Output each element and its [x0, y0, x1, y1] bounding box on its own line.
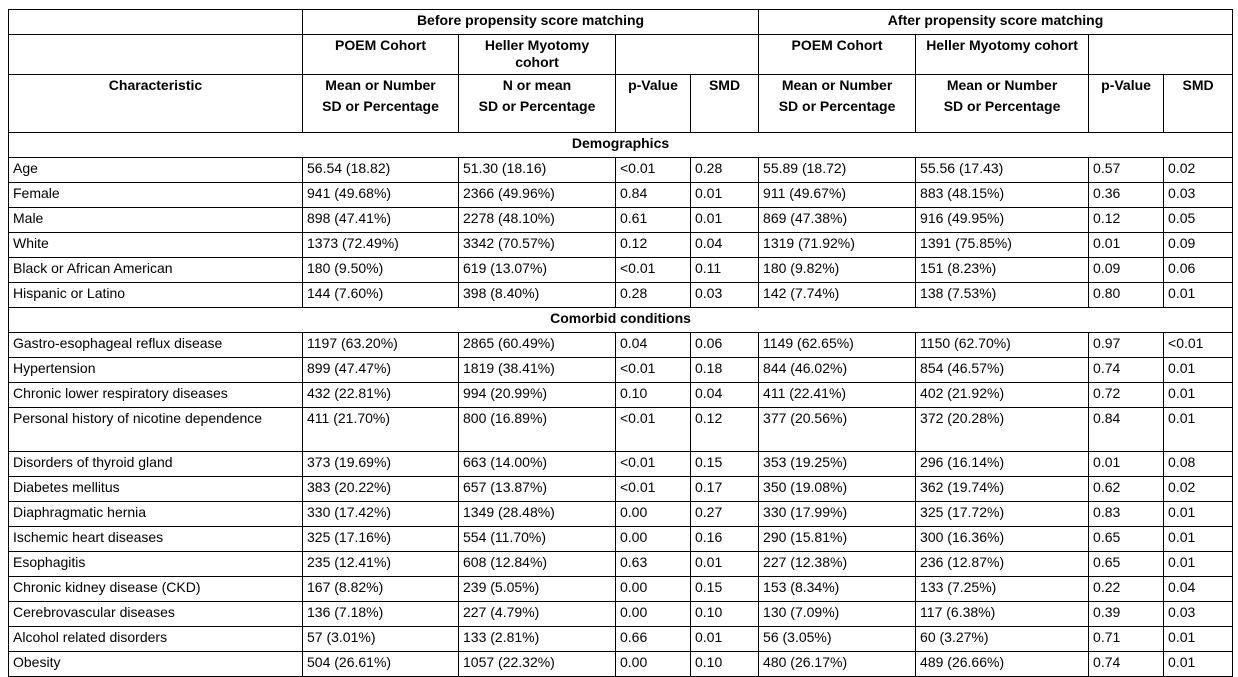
p-value-before-cell: 0.00: [616, 577, 691, 602]
poem-before-cell: 411 (21.70%): [303, 408, 459, 452]
table-row: [9, 527, 1233, 552]
heller-after-cell: 55.56 (17.43): [916, 158, 1089, 183]
poem-before-cell: 235 (12.41%): [303, 552, 459, 577]
table-row: [9, 452, 1233, 477]
heller-after-cell: 362 (19.74%): [916, 477, 1089, 502]
poem-before-cell: 432 (22.81%): [303, 383, 459, 408]
p-value-after-cell: 0.62: [1089, 477, 1164, 502]
table-row: [9, 233, 1233, 258]
header-smd-before: SMD: [691, 75, 759, 133]
poem-before-cell: 1373 (72.49%): [303, 233, 459, 258]
characteristic-cell: Male: [9, 208, 303, 233]
poem-after-cell: 480 (26.17%): [759, 652, 916, 677]
poem-before-cell: 325 (17.16%): [303, 527, 459, 552]
p-value-after-cell: 0.80: [1089, 283, 1164, 308]
heller-after-cell: 151 (8.23%): [916, 258, 1089, 283]
characteristic-cell: Diabetes mellitus: [9, 477, 303, 502]
header-row-groups: [9, 10, 1233, 35]
heller-before-cell: 2865 (60.49%): [459, 333, 616, 358]
header-row-cohorts: [9, 35, 1233, 75]
poem-after-cell: 377 (20.56%): [759, 408, 916, 452]
smd-after-cell: 0.09: [1164, 233, 1233, 258]
table-row: [9, 577, 1233, 602]
header-line-1: N or mean: [502, 77, 572, 93]
heller-after-cell: 300 (16.36%): [916, 527, 1089, 552]
heller-before-cell: 133 (2.81%): [459, 627, 616, 652]
header-line-2: SD or Percentage: [778, 98, 896, 114]
poem-before-cell: 383 (20.22%): [303, 477, 459, 502]
section-title: Demographics: [9, 133, 1233, 158]
heller-before-cell: 2366 (49.96%): [459, 183, 616, 208]
heller-before-cell: 51.30 (18.16): [459, 158, 616, 183]
heller-after-cell: 296 (16.14%): [916, 452, 1089, 477]
poem-before-cell: 136 (7.18%): [303, 602, 459, 627]
p-value-after-cell: 0.71: [1089, 627, 1164, 652]
smd-after-cell: 0.01: [1164, 627, 1233, 652]
p-value-after-cell: 0.84: [1089, 408, 1164, 452]
p-value-before-cell: <0.01: [616, 452, 691, 477]
p-value-before-cell: <0.01: [616, 408, 691, 452]
smd-after-cell: 0.05: [1164, 208, 1233, 233]
poem-before-cell: 1197 (63.20%): [303, 333, 459, 358]
heller-after-cell: 133 (7.25%): [916, 577, 1089, 602]
p-value-before-cell: 0.04: [616, 333, 691, 358]
header-line-1: Mean or Number: [946, 77, 1058, 93]
p-value-after-cell: 0.01: [1089, 452, 1164, 477]
heller-after-cell: 372 (20.28%): [916, 408, 1089, 452]
heller-after-cell: 402 (21.92%): [916, 383, 1089, 408]
p-value-before-cell: <0.01: [616, 477, 691, 502]
smd-before-cell: 0.01: [691, 627, 759, 652]
table-row: [9, 158, 1233, 183]
poem-after-cell: 290 (15.81%): [759, 527, 916, 552]
poem-before-cell: 373 (19.69%): [303, 452, 459, 477]
smd-before-cell: 0.01: [691, 183, 759, 208]
characteristic-cell: Hypertension: [9, 358, 303, 383]
smd-before-cell: 0.28: [691, 158, 759, 183]
table-row: [9, 208, 1233, 233]
table-row: [9, 477, 1233, 502]
poem-after-cell: 153 (8.34%): [759, 577, 916, 602]
section-demographics: [9, 133, 1233, 158]
table-row: [9, 258, 1233, 283]
smd-before-cell: 0.04: [691, 383, 759, 408]
characteristic-cell: Diaphragmatic hernia: [9, 502, 303, 527]
section-title: Comorbid conditions: [9, 308, 1233, 333]
poem-before-cell: 144 (7.60%): [303, 283, 459, 308]
smd-after-cell: <0.01: [1164, 333, 1233, 358]
p-value-after-cell: 0.97: [1089, 333, 1164, 358]
p-value-after-cell: 0.74: [1089, 358, 1164, 383]
table-row: [9, 502, 1233, 527]
baseline-characteristics-table: [8, 9, 1233, 677]
table-row: [9, 602, 1233, 627]
smd-after-cell: 0.06: [1164, 258, 1233, 283]
header-empty-cell: [9, 35, 303, 75]
header-line-2: SD or Percentage: [943, 98, 1061, 114]
heller-after-cell: 1150 (62.70%): [916, 333, 1089, 358]
p-value-after-cell: 0.01: [1089, 233, 1164, 258]
smd-before-cell: 0.10: [691, 652, 759, 677]
poem-after-cell: 1149 (62.65%): [759, 333, 916, 358]
heller-before-cell: 1057 (22.32%): [459, 652, 616, 677]
heller-before-cell: 2278 (48.10%): [459, 208, 616, 233]
characteristic-cell: Cerebrovascular diseases: [9, 602, 303, 627]
poem-before-cell: 898 (47.41%): [303, 208, 459, 233]
heller-after-cell: 916 (49.95%): [916, 208, 1089, 233]
smd-after-cell: 0.03: [1164, 183, 1233, 208]
table-row: [9, 358, 1233, 383]
poem-after-cell: 56 (3.05%): [759, 627, 916, 652]
header-row-columns: [9, 75, 1233, 133]
header-line-1: Mean or Number: [781, 77, 893, 93]
heller-before-cell: 1819 (38.41%): [459, 358, 616, 383]
table-row: [9, 333, 1233, 358]
p-value-after-cell: 0.72: [1089, 383, 1164, 408]
header-empty-cell: [616, 35, 759, 75]
poem-after-cell: 142 (7.74%): [759, 283, 916, 308]
header-empty-cell: [1089, 35, 1233, 75]
heller-before-cell: 657 (13.87%): [459, 477, 616, 502]
heller-before-cell: 608 (12.84%): [459, 552, 616, 577]
smd-after-cell: 0.01: [1164, 358, 1233, 383]
p-value-after-cell: 0.22: [1089, 577, 1164, 602]
header-heller-before-stats: [459, 75, 616, 133]
heller-after-cell: 489 (26.66%): [916, 652, 1089, 677]
poem-after-cell: 55.89 (18.72): [759, 158, 916, 183]
header-heller-after-stats: [916, 75, 1089, 133]
poem-before-cell: 56.54 (18.82): [303, 158, 459, 183]
header-heller-after: Heller Myotomy cohort: [916, 35, 1089, 75]
characteristic-cell: White: [9, 233, 303, 258]
smd-after-cell: 0.03: [1164, 602, 1233, 627]
poem-after-cell: 180 (9.82%): [759, 258, 916, 283]
characteristic-cell: Chronic lower respiratory diseases: [9, 383, 303, 408]
p-value-before-cell: 0.28: [616, 283, 691, 308]
characteristic-cell: Black or African American: [9, 258, 303, 283]
poem-after-cell: 411 (22.41%): [759, 383, 916, 408]
smd-after-cell: 0.01: [1164, 408, 1233, 452]
heller-before-cell: 554 (11.70%): [459, 527, 616, 552]
smd-after-cell: 0.01: [1164, 502, 1233, 527]
heller-before-cell: 1349 (28.48%): [459, 502, 616, 527]
p-value-before-cell: <0.01: [616, 158, 691, 183]
header-smd-after: SMD: [1164, 75, 1233, 133]
header-after-matching: After propensity score matching: [759, 10, 1233, 35]
smd-before-cell: 0.11: [691, 258, 759, 283]
smd-before-cell: 0.17: [691, 477, 759, 502]
p-value-before-cell: 0.00: [616, 602, 691, 627]
heller-before-cell: 663 (14.00%): [459, 452, 616, 477]
heller-after-cell: 854 (46.57%): [916, 358, 1089, 383]
heller-before-cell: 994 (20.99%): [459, 383, 616, 408]
smd-before-cell: 0.06: [691, 333, 759, 358]
smd-after-cell: 0.04: [1164, 577, 1233, 602]
smd-after-cell: 0.01: [1164, 552, 1233, 577]
poem-after-cell: 353 (19.25%): [759, 452, 916, 477]
poem-after-cell: 911 (49.67%): [759, 183, 916, 208]
heller-before-cell: 398 (8.40%): [459, 283, 616, 308]
p-value-before-cell: 0.61: [616, 208, 691, 233]
smd-after-cell: 0.02: [1164, 477, 1233, 502]
poem-after-cell: 1319 (71.92%): [759, 233, 916, 258]
p-value-before-cell: 0.66: [616, 627, 691, 652]
header-poem-before-stats: [303, 75, 459, 133]
heller-before-cell: 3342 (70.57%): [459, 233, 616, 258]
characteristic-cell: Female: [9, 183, 303, 208]
p-value-after-cell: 0.09: [1089, 258, 1164, 283]
header-poem-before: POEM Cohort: [303, 35, 459, 75]
poem-after-cell: 869 (47.38%): [759, 208, 916, 233]
smd-after-cell: 0.02: [1164, 158, 1233, 183]
characteristic-cell: Esophagitis: [9, 552, 303, 577]
table-row: [9, 552, 1233, 577]
characteristic-cell: Ischemic heart diseases: [9, 527, 303, 552]
section-comorbid-conditions: [9, 308, 1233, 333]
smd-after-cell: 0.01: [1164, 652, 1233, 677]
smd-before-cell: 0.15: [691, 577, 759, 602]
heller-after-cell: 1391 (75.85%): [916, 233, 1089, 258]
p-value-after-cell: 0.65: [1089, 527, 1164, 552]
poem-before-cell: 330 (17.42%): [303, 502, 459, 527]
p-value-after-cell: 0.74: [1089, 652, 1164, 677]
smd-before-cell: 0.27: [691, 502, 759, 527]
poem-after-cell: 330 (17.99%): [759, 502, 916, 527]
smd-after-cell: 0.01: [1164, 527, 1233, 552]
smd-before-cell: 0.12: [691, 408, 759, 452]
header-characteristic: Characteristic: [9, 75, 303, 133]
header-poem-after-stats: [759, 75, 916, 133]
heller-after-cell: 60 (3.27%): [916, 627, 1089, 652]
poem-after-cell: 844 (46.02%): [759, 358, 916, 383]
characteristic-cell: Age: [9, 158, 303, 183]
p-value-before-cell: <0.01: [616, 358, 691, 383]
p-value-before-cell: 0.84: [616, 183, 691, 208]
heller-before-cell: 619 (13.07%): [459, 258, 616, 283]
smd-before-cell: 0.04: [691, 233, 759, 258]
table-row: [9, 383, 1233, 408]
p-value-before-cell: <0.01: [616, 258, 691, 283]
table-row: [9, 183, 1233, 208]
table-row: [9, 283, 1233, 308]
smd-after-cell: 0.01: [1164, 283, 1233, 308]
header-empty-cell: [9, 10, 303, 35]
heller-after-cell: 325 (17.72%): [916, 502, 1089, 527]
p-value-before-cell: 0.00: [616, 502, 691, 527]
smd-after-cell: 0.01: [1164, 383, 1233, 408]
characteristic-cell: Chronic kidney disease (CKD): [9, 577, 303, 602]
smd-before-cell: 0.10: [691, 602, 759, 627]
poem-before-cell: 167 (8.82%): [303, 577, 459, 602]
smd-after-cell: 0.08: [1164, 452, 1233, 477]
poem-before-cell: 941 (49.68%): [303, 183, 459, 208]
header-line-2: SD or Percentage: [322, 98, 439, 114]
p-value-before-cell: 0.10: [616, 383, 691, 408]
p-value-before-cell: 0.12: [616, 233, 691, 258]
heller-after-cell: 117 (6.38%): [916, 602, 1089, 627]
poem-before-cell: 899 (47.47%): [303, 358, 459, 383]
smd-before-cell: 0.15: [691, 452, 759, 477]
header-before-matching: Before propensity score matching: [303, 10, 759, 35]
poem-after-cell: 350 (19.08%): [759, 477, 916, 502]
characteristic-cell: Personal history of nicotine dependence: [9, 408, 303, 452]
p-value-after-cell: 0.57: [1089, 158, 1164, 183]
header-line-1: Mean or Number: [325, 77, 436, 93]
header-poem-after: POEM Cohort: [759, 35, 916, 75]
characteristic-cell: Hispanic or Latino: [9, 283, 303, 308]
poem-before-cell: 57 (3.01%): [303, 627, 459, 652]
p-value-before-cell: 0.00: [616, 652, 691, 677]
smd-before-cell: 0.16: [691, 527, 759, 552]
poem-before-cell: 504 (26.61%): [303, 652, 459, 677]
header-heller-before: Heller Myotomy cohort: [459, 35, 616, 75]
characteristic-cell: Disorders of thyroid gland: [9, 452, 303, 477]
header-p-value-before: p-Value: [616, 75, 691, 133]
header-p-value-after: p-Value: [1089, 75, 1164, 133]
p-value-before-cell: 0.63: [616, 552, 691, 577]
smd-before-cell: 0.01: [691, 552, 759, 577]
characteristic-cell: Gastro-esophageal reflux disease: [9, 333, 303, 358]
poem-after-cell: 227 (12.38%): [759, 552, 916, 577]
p-value-before-cell: 0.00: [616, 527, 691, 552]
heller-after-cell: 236 (12.87%): [916, 552, 1089, 577]
p-value-after-cell: 0.65: [1089, 552, 1164, 577]
p-value-after-cell: 0.39: [1089, 602, 1164, 627]
heller-after-cell: 138 (7.53%): [916, 283, 1089, 308]
characteristic-cell: Alcohol related disorders: [9, 627, 303, 652]
heller-before-cell: 227 (4.79%): [459, 602, 616, 627]
heller-after-cell: 883 (48.15%): [916, 183, 1089, 208]
table-row: [9, 627, 1233, 652]
table-row: [9, 408, 1233, 452]
p-value-after-cell: 0.12: [1089, 208, 1164, 233]
smd-before-cell: 0.03: [691, 283, 759, 308]
poem-after-cell: 130 (7.09%): [759, 602, 916, 627]
smd-before-cell: 0.01: [691, 208, 759, 233]
heller-before-cell: 239 (5.05%): [459, 577, 616, 602]
heller-before-cell: 800 (16.89%): [459, 408, 616, 452]
characteristic-cell: Obesity: [9, 652, 303, 677]
header-line-2: SD or Percentage: [478, 98, 596, 114]
p-value-after-cell: 0.36: [1089, 183, 1164, 208]
p-value-after-cell: 0.83: [1089, 502, 1164, 527]
poem-before-cell: 180 (9.50%): [303, 258, 459, 283]
smd-before-cell: 0.18: [691, 358, 759, 383]
